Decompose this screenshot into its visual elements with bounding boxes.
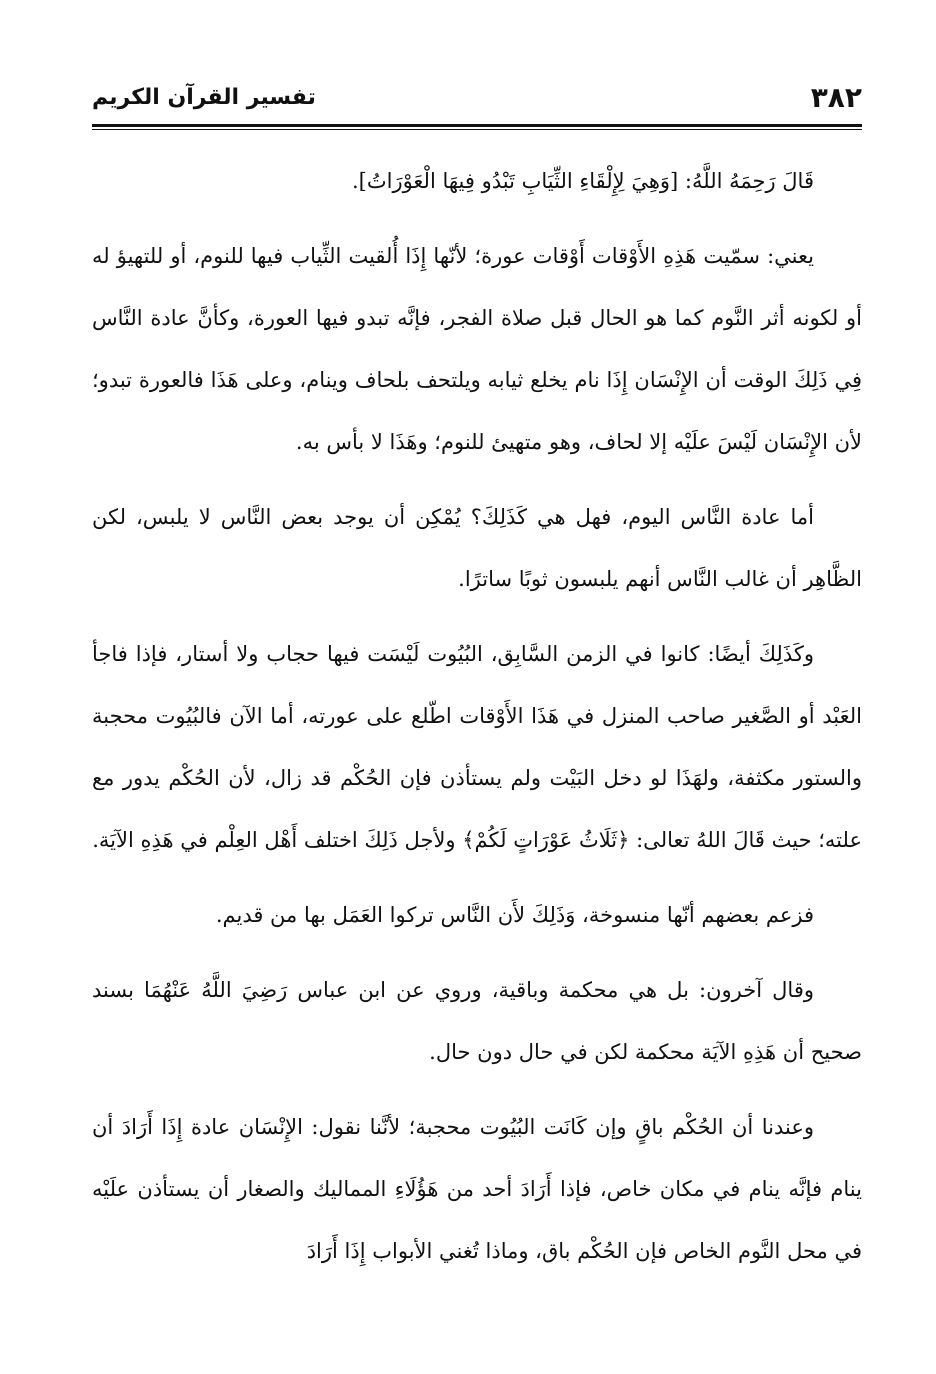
paragraph-explanation: يعني: سمّيت هَذِهِ الأَوْقات أَوْقات عورة؛ لأنّها إِذَا أُلقيت الثِّياب فيها للنوم، أو للتهيؤ له أو لكونه أثر النَّوم كما هو الحال قبل صلاة الفجر، فإنَّه تبدو فيها العورة، وكأنَّ عادة النَّاس فِي ذَلِكَ الوقت أن الإِنْسَان إِذَا نام يخلع ثيابه ويلتحف بلحاف وينام، وعلى هَذَا فالعورة تبدو؛ لأن الإِنْسَان لَيْسَ علَيْه إلا لحاف، وهو متهيئ للنوم؛ وهَذَا لا بأس به. [92,244,862,454]
paragraph-others: وقال آخرون: بل هي محكمة وباقية، وروي عن ابن عباس رَضِيَ اللَّهُ عَنْهُمَا بسند صحيح أن هَذِهِ الآيَة محكمة لكن في حال دون حال. [92,978,862,1064]
header-rule-thick [92,124,862,127]
paragraph-past-times: وكَذَلِكَ أيضًا: كانوا في الزمن السَّابِق، البُيُوت لَيْسَت فيها حجاب ولا أستار، فإذا فاجأ العَبْد أو الصَّغير صاحب المنزل في هَذَا الأَوْقات اطّلع على عورته، أما الآن فالبُيُوت محجبة والستور مكثفة، ولهَذَا لو دخل البَيْت ولم يستأذن فإن الحُكْم قد زال، لأن الحُكْم يدور مع علته؛ حيث قَالَ اللهُ تعالى: ﴿ثَلَاثُ عَوْرَاتٍ لَكُمْ﴾ ولأجل ذَلِكَ اختلف أَهْل العِلْم في هَذِهِ الآيَة. [92,642,862,852]
page-header [92,78,862,118]
header-rule-thin [92,129,862,130]
paragraph-quote: قَالَ رَحِمَهُ اللَّهُ: [وَهِيَ لِإِلْقَاءِ الثِّيَابِ تَبْدُو فِيهَا الْعَوْرَاتُ]. [351,169,814,193]
page-number: ٣٨٢ [810,81,862,114]
paragraph-abrogation: فزعم بعضهم أنّها منسوخة، وَذَلِكَ لأَن النَّاس تركوا العَمَل بها من قديم. [215,903,814,927]
page-body [92,150,862,1295]
paragraph-our-view: وعندنا أن الحُكْم باقٍ وإن كَانَت البُيُوت محجبة؛ لأنَّنا نقول: الإِنْسَان عادة إِذَا أَرَادَ أن ينام فإنَّه ينام في مكان خاص، فإذا أَرَادَ أحد من هَؤُلَاءِ المماليك والصغار أن يستأذن علَيْه في محل النَّوم الخاص فإن الحُكْم باق، وماذا تُغني الأبواب إِذَا أَرَادَ [92,1115,862,1263]
paragraph-today: أما عادة النَّاس اليوم، فهل هي كَذَلِكَ؟ يُمْكِن أن يوجد بعض النَّاس لا يلبس، لكن الظَّاهِر أن غالب النَّاس أنهم يلبسون ثوبًا ساترًا. [92,505,862,591]
book-title: تفسير القرآن الكريم [92,85,316,110]
